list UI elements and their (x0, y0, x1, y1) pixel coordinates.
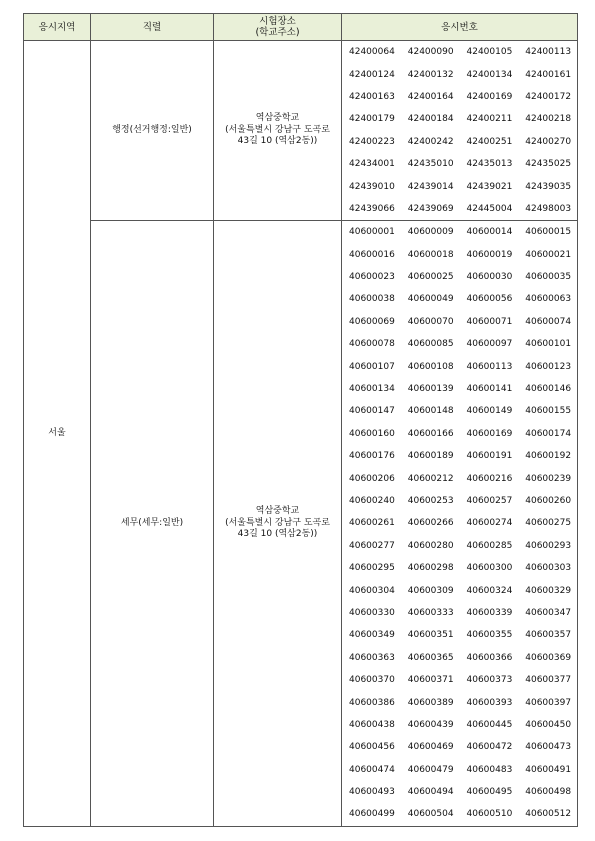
exam-number: 40600498 (525, 787, 572, 798)
job-cell-tax: 세무(세무:일반) (91, 221, 214, 827)
exam-number: 42400090 (407, 47, 454, 58)
exam-number: 42434001 (349, 159, 395, 170)
exam-number: 40600071 (466, 316, 513, 327)
exam-number: 40600295 (349, 563, 395, 574)
exam-number: 40600389 (407, 697, 454, 708)
header-region: 응시지역 (24, 14, 91, 41)
exam-number: 40600056 (466, 294, 513, 305)
exam-number: 40600191 (466, 451, 513, 462)
exam-number-grid (342, 221, 577, 826)
header-venue (214, 14, 342, 41)
exam-number: 40600014 (466, 227, 513, 238)
exam-number: 40600280 (407, 540, 454, 551)
exam-number: 42400172 (525, 91, 572, 102)
exam-number: 40600339 (466, 607, 513, 618)
exam-number: 40600274 (466, 518, 513, 529)
exam-number: 40600494 (407, 787, 454, 798)
exam-number: 40600293 (525, 540, 572, 551)
exam-number: 40600491 (525, 764, 572, 775)
exam-number-grid (342, 41, 577, 220)
exam-number: 42439066 (349, 203, 395, 214)
exam-number: 40600019 (466, 249, 513, 260)
exam-number: 40600393 (466, 697, 513, 708)
exam-number: 42445004 (466, 203, 513, 214)
exam-number: 40600298 (407, 563, 454, 574)
exam-number: 40600063 (525, 294, 572, 305)
header-numbers: 응시번호 (342, 14, 578, 41)
exam-number: 40600300 (466, 563, 513, 574)
region-cell: 서울 (24, 41, 91, 827)
exam-number: 42400132 (407, 69, 454, 80)
exam-number: 40600386 (349, 697, 395, 708)
exam-number: 42400223 (349, 136, 395, 147)
exam-number: 40600134 (349, 384, 395, 395)
exam-number: 40600074 (525, 316, 572, 327)
exam-number: 42400169 (466, 91, 513, 102)
exam-number: 40600355 (466, 630, 513, 641)
exam-number: 40600139 (407, 384, 454, 395)
header-venue-title: 시험장소 (259, 16, 296, 27)
exam-number: 40600479 (407, 764, 454, 775)
exam-number: 40600493 (349, 787, 395, 798)
exam-number: 40600169 (466, 428, 513, 439)
exam-number: 40600174 (525, 428, 572, 439)
exam-number: 40600001 (349, 227, 395, 238)
exam-number: 40600472 (466, 742, 513, 753)
exam-number: 40600141 (466, 384, 513, 395)
exam-number: 40600469 (407, 742, 454, 753)
exam-number: 40600015 (525, 227, 572, 238)
exam-number: 40600474 (349, 764, 395, 775)
exam-number: 40600260 (525, 496, 572, 506)
exam-number: 40600030 (466, 272, 513, 283)
exam-number: 40600097 (466, 339, 513, 350)
exam-number: 40600285 (466, 540, 513, 551)
exam-number: 40600149 (466, 406, 513, 417)
exam-number: 40600370 (349, 675, 395, 686)
exam-number: 40600483 (466, 764, 513, 775)
exam-number: 40600438 (349, 719, 395, 730)
exam-number: 40600510 (466, 809, 513, 820)
numbers-cell-tax (342, 221, 578, 827)
header-venue-subtitle: (학교주소) (255, 27, 300, 38)
job-cell-admin: 행정(선거행정:일반) (91, 41, 214, 221)
exam-number: 40600504 (407, 809, 454, 820)
exam-number: 40600450 (525, 719, 572, 730)
exam-number: 40600473 (525, 742, 572, 753)
exam-number: 42400218 (525, 114, 572, 125)
exam-number: 40600206 (349, 473, 395, 484)
exam-number: 42400134 (466, 69, 513, 80)
exam-number: 40600212 (407, 473, 454, 484)
exam-number: 40600038 (349, 294, 395, 305)
exam-number: 40600240 (349, 496, 395, 506)
exam-number: 42400124 (349, 69, 395, 80)
venue-address-line2: 43길 10 (역삼2동)) (237, 136, 318, 147)
exam-number: 40600261 (349, 518, 395, 529)
exam-number: 40600108 (407, 361, 454, 372)
exam-number: 40600333 (407, 607, 454, 618)
venue-cell-tax (214, 221, 342, 827)
exam-number: 40600371 (407, 675, 454, 686)
exam-number: 40600049 (407, 294, 454, 305)
exam-number: 42439069 (407, 203, 454, 214)
venue-name: 역삼중학교 (255, 113, 300, 124)
exam-number: 42439010 (349, 181, 395, 192)
exam-number: 40600146 (525, 384, 572, 395)
exam-number: 40600329 (525, 585, 572, 596)
exam-number: 40600369 (525, 652, 572, 663)
exam-number: 42435025 (525, 159, 572, 170)
exam-number: 40600016 (349, 249, 395, 260)
header-row (24, 14, 578, 41)
exam-number: 40600123 (525, 361, 572, 372)
exam-number: 40600499 (349, 809, 395, 820)
exam-number: 40600357 (525, 630, 572, 641)
exam-number: 40600365 (407, 652, 454, 663)
exam-number: 42400211 (466, 114, 513, 125)
exam-number: 42400242 (407, 136, 454, 147)
venue-address-line2: 43길 10 (역삼2동)) (237, 529, 318, 540)
exam-number: 40600445 (466, 719, 513, 730)
exam-number: 40600113 (466, 361, 513, 372)
exam-number: 42400164 (407, 91, 454, 102)
exam-number: 42400161 (525, 69, 572, 80)
exam-number: 40600330 (349, 607, 395, 618)
exam-number: 40600303 (525, 563, 572, 574)
exam-number: 40600275 (525, 518, 572, 529)
exam-number: 40600009 (407, 227, 454, 238)
exam-number: 42400270 (525, 136, 572, 147)
exam-number: 40600069 (349, 316, 395, 327)
exam-number: 42400105 (466, 47, 513, 58)
exam-number: 40600155 (525, 406, 572, 417)
exam-number: 40600397 (525, 697, 572, 708)
exam-number: 42400113 (525, 47, 572, 58)
exam-number: 40600456 (349, 742, 395, 753)
venue-address-line1: (서울특별시 강남구 도곡로 (225, 124, 330, 135)
venue-cell-admin (214, 41, 342, 221)
exam-number: 40600377 (525, 675, 572, 686)
exam-number: 42400179 (349, 114, 395, 125)
exam-number: 40600189 (407, 451, 454, 462)
exam-number: 40600512 (525, 809, 572, 820)
exam-number: 40600166 (407, 428, 454, 439)
exam-number: 40600148 (407, 406, 454, 417)
exam-number: 40600495 (466, 787, 513, 798)
exam-number: 40600147 (349, 406, 395, 417)
exam-number: 42498003 (525, 203, 572, 214)
exam-number: 40600021 (525, 249, 572, 260)
exam-number: 40600277 (349, 540, 395, 551)
exam-number: 40600351 (407, 630, 454, 641)
exam-number: 40600239 (525, 473, 572, 484)
exam-number: 40600439 (407, 719, 454, 730)
exam-number: 40600160 (349, 428, 395, 439)
numbers-cell-admin (342, 41, 578, 221)
table-row-group-tax (24, 221, 578, 827)
exam-number: 40600349 (349, 630, 395, 641)
exam-number: 42400163 (349, 91, 395, 102)
exam-number: 40600347 (525, 607, 572, 618)
exam-number: 42400064 (349, 47, 395, 58)
exam-number: 40600192 (525, 451, 572, 462)
exam-number: 42400251 (466, 136, 513, 147)
exam-number: 40600324 (466, 585, 513, 596)
exam-number: 40600023 (349, 272, 395, 283)
exam-number: 40600266 (407, 518, 454, 529)
exam-number: 40600176 (349, 451, 395, 462)
exam-number: 40600253 (407, 496, 454, 506)
exam-number: 40600025 (407, 272, 454, 283)
table-row-group-admin (24, 41, 578, 221)
exam-number: 40600035 (525, 272, 572, 283)
exam-number: 40600216 (466, 473, 513, 484)
header-job: 직렬 (91, 14, 214, 41)
exam-number: 42435013 (466, 159, 513, 170)
exam-number: 42439035 (525, 181, 572, 192)
exam-number: 40600070 (407, 316, 454, 327)
exam-number: 40600309 (407, 585, 454, 596)
exam-number: 42439014 (407, 181, 454, 192)
exam-number: 40600085 (407, 339, 454, 350)
exam-number: 40600373 (466, 675, 513, 686)
exam-number: 40600107 (349, 361, 395, 372)
exam-number: 40600101 (525, 339, 572, 350)
exam-number: 40600366 (466, 652, 513, 663)
exam-number: 42400184 (407, 114, 454, 125)
venue-name: 역삼중학교 (255, 506, 300, 517)
venue-address-line1: (서울특별시 강남구 도곡로 (225, 517, 330, 528)
exam-assignment-table (23, 13, 578, 827)
exam-number: 40600078 (349, 339, 395, 350)
exam-number: 40600363 (349, 652, 395, 663)
exam-number: 40600257 (466, 496, 513, 506)
exam-number: 42435010 (407, 159, 454, 170)
exam-number: 40600018 (407, 249, 454, 260)
exam-number: 40600304 (349, 585, 395, 596)
exam-number: 42439021 (466, 181, 513, 192)
